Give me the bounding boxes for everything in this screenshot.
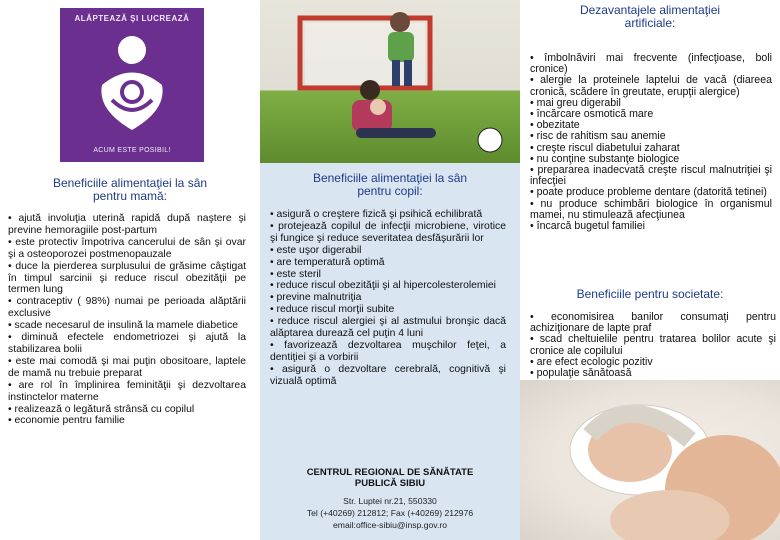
list-item: • duce la pierderea surplusului de grăsime câştigat în timpul sarcinii şi reduce riscul obezităţii pe termen lung — [8, 260, 246, 296]
society-benefits-list — [530, 312, 776, 379]
list-item: • este mai comodă şi mai puţin obositoare, laptele de mamă nu trebuie preparat — [8, 355, 246, 379]
mother-benefits-list — [8, 213, 246, 427]
left-panel — [0, 0, 260, 540]
list-item: • mai greu digerabil — [530, 96, 621, 109]
list-item: • îmbolnăviri mai frecvente (infecţioase, boli cronice) — [530, 52, 772, 76]
address: Str. Luptei nr.21, 550330 — [343, 496, 437, 506]
logo-title: ALĂPTEAZĂ ŞI LUCREAZĂ — [74, 14, 190, 23]
list-item: • economisirea banilor consumaţi pentru achiziţionare de lapte praf — [530, 311, 776, 335]
list-item: • are efect ecologic pozitiv — [530, 355, 653, 368]
mother-child-logo-icon — [82, 30, 182, 138]
organization-name-line2: PUBLICĂ SIBIU — [354, 478, 426, 489]
list-item: • nu produce schimbări biologice în organismul mamei, nu stimulează afecţiunea — [530, 197, 772, 221]
organization-name — [268, 467, 512, 489]
list-item: • are rol în împlinirea feminităţii şi dezvoltarea instinctelor materne — [8, 379, 246, 403]
list-item: • încarcă bugetul familiei — [530, 220, 646, 233]
list-item: • creşte riscul diabetului zaharat — [530, 141, 680, 154]
list-item: • favorizează dezvoltarea muşchilor feţei, a dentiţiei şi a vorbirii — [270, 339, 506, 363]
list-item: • este uşor digerabil — [270, 244, 362, 256]
list-item: • asigură o creştere fizică şi psihică echilibrată — [270, 209, 483, 220]
family-photo — [260, 0, 520, 163]
organization-name-line1: CENTRUL REGIONAL DE SĂNĂTATE — [306, 467, 474, 478]
contact-block — [268, 467, 512, 531]
phone-fax: Tel (+40269) 212812; Fax (+40269) 212976 — [306, 508, 474, 518]
email: email:office-sibiu@insp.gov.ro — [333, 520, 447, 530]
list-item: • risc de rahitism sau anemie — [530, 130, 666, 143]
list-item: • scad cheltuielile pentru tratarea bolilor acute şi cronice ale copilului — [530, 333, 776, 357]
mother-title-line2: pentru mamă: — [92, 189, 168, 203]
child-benefits-list — [270, 209, 506, 388]
list-item: • este steril — [270, 268, 321, 280]
list-item: • ajută involuţia uterină rapidă după naştere şi previne hemoragiile post-partum — [8, 213, 246, 236]
list-item: • economie pentru familie — [8, 415, 125, 427]
middle-panel — [260, 0, 520, 540]
breastfeeding-photo — [520, 380, 780, 540]
breastfeeding-photo-illustration — [520, 380, 780, 540]
list-item: • diminuă efectele endometriozei şi ajută la stabilizarea bolii — [8, 332, 246, 355]
disadvantages-list — [530, 53, 772, 232]
list-item: • alergie la proteinele laptelui de vacă (diareea cronică, scădere în greutate, erupţii alergice) — [530, 74, 772, 98]
family-photo-illustration — [260, 0, 520, 163]
disadvantages-title-line1: Dezavantajele alimentaţiei — [579, 3, 721, 17]
campaign-logo — [60, 8, 204, 162]
child-title-line2: pentru copil: — [357, 184, 423, 198]
disadvantages-title-line2: artificiale: — [624, 16, 676, 30]
list-item: • reduce riscul alergiei şi al astmului bronşic dacă alăptarea durează cel puţin 4 luni — [270, 316, 506, 340]
list-item: • protejează copilul de infecţii microbiene, virotice şi fungice şi reduce severitatea desfăşurării lor — [270, 220, 506, 244]
list-item: • contraceptiv ( 98%) numai pe perioada alăptării exclusive — [8, 296, 246, 320]
list-item: • populaţie sănătoasă — [530, 367, 632, 380]
list-item: • are temperatură optimă — [270, 256, 385, 268]
logo-footer: ACUM ESTE POSIBIL! — [93, 147, 171, 154]
list-item: • obezitate — [530, 119, 580, 132]
mother-title-line1: Beneficiile alimentaţiei la sân — [52, 176, 208, 190]
list-item: • poate produce probleme dentare (datorită tetinei) — [530, 186, 767, 199]
list-item: • reduce riscul obezităţii şi al hipercolesterolemiei — [270, 280, 496, 292]
list-item: • încărcare osmotică mare — [530, 108, 654, 121]
list-item: • prepararea inadecvată creşte riscul malnutriţiei şi infecţiei — [530, 164, 772, 188]
child-title-line1: Beneficiile alimentaţiei la sân — [312, 171, 468, 185]
list-item: • nu conţine substanţe biologice — [530, 152, 680, 165]
society-benefits-title: Beneficiile pentru societate: — [576, 287, 724, 301]
disadvantages-title — [528, 4, 772, 30]
list-item: • este protectiv împotriva cancerului de sân şi ovar şi a osteoporozei postmenopauzale — [8, 236, 246, 260]
list-item: • scade necesarul de insulină la mamele diabetice — [8, 320, 239, 332]
list-item: • realizează o legătură strânsă cu copilul — [8, 403, 195, 415]
list-item: • asigură o dezvoltare cerebrală, cognitivă şi vizuală optimă — [270, 363, 506, 387]
child-benefits-title — [268, 172, 512, 198]
right-panel — [520, 0, 780, 540]
mother-benefits-title — [18, 177, 242, 203]
list-item: • previne malnutriţia — [270, 292, 362, 304]
list-item: • reduce riscul morţii subite — [270, 304, 395, 316]
